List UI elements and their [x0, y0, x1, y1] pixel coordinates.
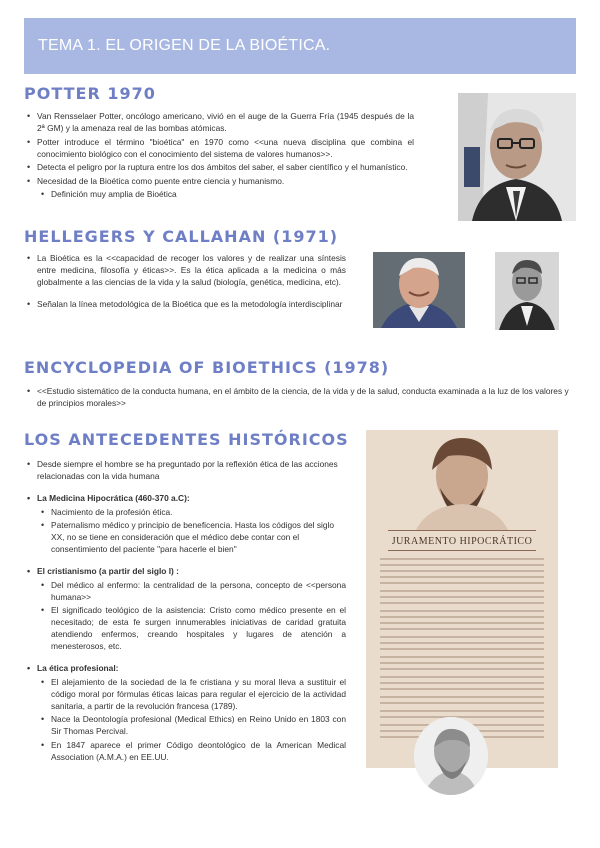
heading-potter: POTTER 1970 — [24, 84, 156, 103]
oath-title: JURAMENTO HIPOCRÁTICO — [391, 536, 533, 547]
list-item: • Desde siempre el hombre se ha preguntado por la reflexión ética de las acciones relacionadas con la vida humana — [24, 458, 346, 482]
list-subitem: • Definición muy amplia de Bioética — [24, 188, 414, 200]
list-subitem: • El significado teológico de la asistencia: Cristo como médico presente en el necesitado; de esta fe surgen innumerables iniciativas de caridad gratuita atendiendo enfermos, creando hospitales y lugares de atención a menesterosos, etc. — [24, 604, 346, 652]
title-banner — [24, 18, 576, 74]
potter-portrait — [458, 93, 576, 221]
list-subitem: • Nacimiento de la profesión ética. — [24, 506, 346, 518]
list-subitem: • Nace la Deontología profesional (Medical Ethics) en Reino Unido en 1803 con Sir Thomas Percival. — [24, 713, 346, 737]
list-item: • Necesidad de la Bioética como puente entre ciencia y humanismo. — [24, 175, 414, 187]
page-title: TEMA 1. EL ORIGEN DE LA BIOÉTICA. — [38, 37, 331, 54]
list-subitem: • En 1847 aparece el primer Código deontológico de la American Medical Association (A.M.A.) en EE.UU. — [24, 739, 346, 763]
heading-hellegers-callahan: HELLEGERS Y CALLAHAN (1971) — [24, 227, 339, 246]
heading-encyclopedia: ENCYCLOPEDIA OF BIOETHICS (1978) — [24, 358, 390, 377]
encyclopedia-list — [24, 385, 576, 411]
list-item-heading: • El cristianismo (a partir del siglo I) : — [24, 565, 346, 577]
list-item: • Van Rensselaer Potter, oncólogo americano, vivió en el auge de la Guerra Fría (1945 después de la 2ª GM) y la amenaza real de las bombas atómicas. — [24, 110, 414, 134]
list-item: • Detecta el peligro por la ruptura entre los dos ámbitos del saber, el saber científico y el humanístico. — [24, 161, 414, 173]
oath-rule — [388, 530, 536, 531]
callahan-portrait — [495, 252, 559, 330]
list-subitem: • Del médico al enfermo: la centralidad de la persona, concepto de <<persona humana>> — [24, 579, 346, 603]
list-item: • <<Estudio sistemático de la conducta humana, en el ámbito de la ciencia, de la vida y de la salud, conducta examinada a la luz de los valores y de principios morales>> — [24, 385, 576, 409]
hellegers-list — [24, 252, 346, 312]
list-item: • Señalan la línea metodológica de la Bioética que es la metodología interdisciplinar — [24, 298, 346, 310]
list-subitem: • Paternalismo médico y principio de beneficencia. Hasta los códigos del siglo XX, no se tiene en consideración que el médico debe contar con el consentimiento del paciente "para hacerle el bien" — [24, 519, 346, 555]
antecedentes-list — [24, 458, 346, 764]
list-subitem: • El alejamiento de la sociedad de la fe cristiana y su moral lleva a sustituir el código moral por fórmulas éticas laicas para regular el ejercicio de la actividad sanitaria, a partir de la revolución francesa (1789). — [24, 676, 346, 712]
oath-rule — [388, 550, 536, 551]
list-item-heading: • La ética profesional: — [24, 662, 346, 674]
list-item: • La Bioética es la <<capacidad de recoger los valores y de realizar una síntesis entre medicina, filosofía y éticas>>. Es la ética aplicada a la medicina o más globalmente a las ciencias de la vida y la salud (biología, genética, medicina, etc). — [24, 252, 346, 288]
heading-antecedentes: LOS ANTECEDENTES HISTÓRICOS — [24, 430, 349, 449]
hippocrates-bust-image — [414, 717, 488, 795]
list-item-heading: • La Medicina Hipocrática (460-370 a.C): — [24, 492, 346, 504]
hippocratic-oath-image — [366, 430, 558, 768]
list-item: • Potter introduce el término "bioética" en 1970 como <<una nueva disciplina que combina el conocimiento biológico con el conocimiento del sistema de valores humanos>>. — [24, 136, 414, 160]
potter-list — [24, 110, 414, 202]
hellegers-portrait — [373, 252, 465, 328]
